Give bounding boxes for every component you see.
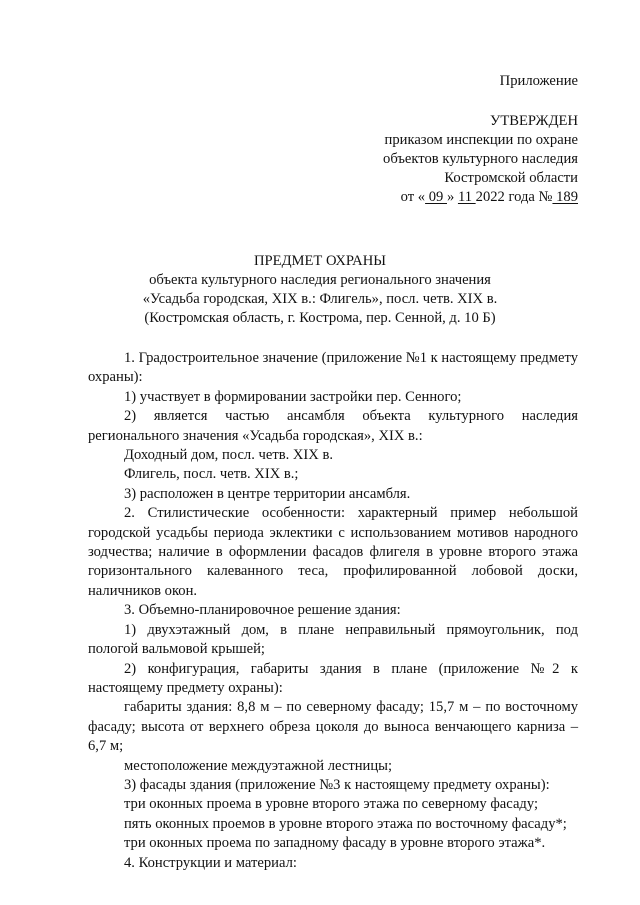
paragraph: 3) расположен в центре территории ансамбля.	[124, 485, 411, 502]
paragraph: 1) участвует в формировании застройки пер. Сенного;	[124, 388, 462, 405]
order-number: 189	[552, 189, 578, 205]
order-line-3: Костромской области	[444, 170, 578, 186]
date-prefix: от «	[400, 189, 426, 205]
title-line-3: (Костромская область, г. Кострома, пер. Сенной, д. 10 Б)	[144, 310, 496, 326]
paragraph: три оконных проема в уровне второго этажа по северному фасаду;	[124, 796, 539, 813]
paragraph: 2) является частью ансамбля объекта культурного наследия регионального значения «Усадьба городская», XIX в.:	[88, 408, 578, 444]
appendix-label: Приложение	[499, 73, 578, 89]
paragraph: габариты здания: 8,8 м – по северному фасаду; 15,7 м – по восточному фасаду; высота от верхнего обреза цоколя до выноса венчающего карниза – 6,7 м;	[88, 699, 578, 755]
paragraph: 3. Объемно-планировочное решение здания:	[124, 602, 401, 619]
paragraph: три оконных проема по западному фасаду в уровне второго этажа*.	[124, 835, 546, 852]
paragraph: Доходный дом, посл. четв. XIX в.	[124, 447, 334, 464]
date-month: 11	[457, 189, 476, 205]
date-day: 09	[425, 189, 447, 205]
title-line-1: объекта культурного наследия регионального значения	[149, 272, 491, 288]
order-date-line	[401, 188, 578, 207]
document-heading: ПРЕДМЕТ ОХРАНЫ	[254, 253, 386, 269]
date-year: 2022 года №	[475, 189, 553, 205]
document-body	[88, 349, 578, 873]
paragraph: 1) двухэтажный дом, в плане неправильный прямоугольник, под пологой вальмовой крышей;	[88, 621, 578, 658]
paragraph: 3) фасады здания (приложение №3 к настоящему предмету охраны):	[124, 776, 550, 793]
paragraph: местоположение междуэтажной лестницы;	[124, 757, 393, 774]
order-line-1: приказом инспекции по охране	[384, 132, 578, 148]
paragraph: 1. Градостроительное значение (приложение №1 к настоящему предмету охраны):	[88, 350, 578, 386]
paragraph: Флигель, посл. четв. XIX в.;	[124, 466, 299, 483]
paragraph: 4. Конструкции и материал:	[124, 854, 297, 871]
paragraph: 2. Стилистические особенности: характерный пример небольшой городской усадьбы периода эклектики с использованием мотивов народного зодчества; наличие в оформлении фасадов флигеля в уровне второго этажа горизонтального калеванного теса, профилированной лобовой доски, наличников окон.	[88, 505, 578, 599]
approved-label: УТВЕРЖДЕН	[490, 113, 578, 129]
paragraph: пять оконных проемов в уровне второго этажа по восточному фасаду*;	[124, 815, 567, 832]
date-mid: »	[446, 189, 458, 205]
order-line-2: объектов культурного наследия	[383, 151, 578, 167]
title-line-2: «Усадьба городская, XIX в.: Флигель», посл. четв. XIX в.	[142, 291, 498, 307]
paragraph: 2) конфигурация, габариты здания в плане (приложение №2 к настоящему предмету охраны):	[88, 660, 578, 696]
